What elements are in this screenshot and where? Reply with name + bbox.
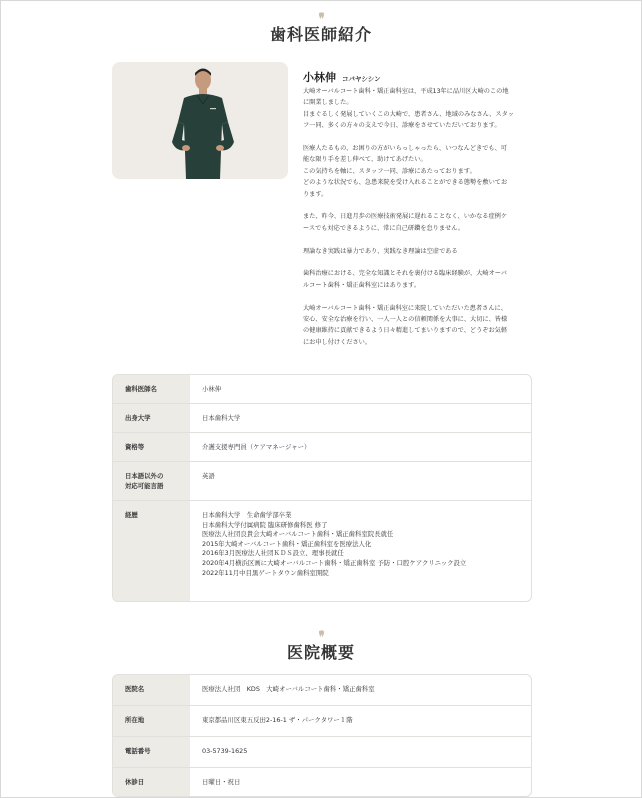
bio-line: 目まぐるしく発展していくこの大崎で、患者さん、地域のみなさん、スタッ bbox=[303, 110, 514, 118]
bio-line bbox=[303, 291, 531, 302]
row-label bbox=[113, 675, 190, 705]
tooth-icon bbox=[318, 12, 325, 19]
doctor-name: 小林伸 bbox=[303, 71, 336, 84]
row-value-text: 2016年3月医療法人社団ＫＤＳ設立、理事長就任 bbox=[202, 549, 344, 558]
bio-line: ルコート歯科・矯正歯科室にはあります。 bbox=[303, 281, 421, 289]
row-label bbox=[113, 462, 190, 500]
clinic-heading-title: 医院概要 bbox=[286, 643, 355, 662]
row-label-text: 電話番号 bbox=[125, 747, 151, 755]
row-value-text: 日本歯科大学付属病院 臨床研修歯科医 修了 bbox=[202, 520, 328, 529]
bio-line: に開業しました。 bbox=[303, 99, 353, 107]
row-value bbox=[190, 501, 531, 601]
row-value bbox=[190, 706, 531, 736]
row-value-text: 03-5739-1625 bbox=[202, 747, 248, 755]
row-value-text: 2020年4月横浜区画に大崎オーバルコート歯科・矯正歯科室 予防・口腔ケアクリニック設立 bbox=[202, 558, 467, 567]
row-label-text: 出身大学 bbox=[125, 414, 151, 422]
table-row bbox=[113, 403, 531, 432]
bio-line: この気持ちを軸に、スタッフ一同、診療にあたっております。 bbox=[303, 167, 476, 175]
row-label-text: 対応可能言語 bbox=[125, 481, 164, 490]
row-value-text: 2022年11月中目黒ゲートタウン歯科室開院 bbox=[202, 568, 329, 577]
bio-line: 歯科治療における、完全な知識とそれを裏付ける臨床経験が、大崎オーバ bbox=[303, 270, 507, 278]
bio-line: フ一同、多くの方々の支えで今日、診療をさせていただいております。 bbox=[303, 122, 501, 130]
bio-line: の健康維持に貢献できるよう日々精進してまいりますので、どうぞお気軽 bbox=[303, 327, 508, 335]
table-row bbox=[113, 461, 531, 500]
table-row bbox=[113, 767, 531, 796]
row-value-text: 2015年大崎オーバルコート歯科・矯正歯科室を医療法人化 bbox=[202, 539, 372, 548]
bio-line: 安心、安全な治療を行い、一人一人との信頼関係を大事に、大切に、皆様 bbox=[303, 316, 508, 324]
bio-line: 大崎オーバルコート歯科・矯正歯科室に来院していただいた患者さんに、 bbox=[303, 304, 507, 312]
doctor-kana: コバヤシシン bbox=[342, 75, 381, 83]
row-value-text: 医療法人社団良貴会大崎オーバルコート歯科・矯正歯科室院長就任 bbox=[202, 530, 394, 539]
row-value-text: 介護支援専門員（ケアマネージャー） bbox=[202, 443, 311, 451]
row-label-text: 日本語以外の bbox=[125, 472, 164, 480]
clinic-section-heading bbox=[0, 630, 642, 663]
doctor-info-table bbox=[112, 374, 532, 602]
table-row bbox=[113, 675, 531, 705]
row-label-text: 資格等 bbox=[125, 443, 145, 451]
bio-line: ります。 bbox=[303, 190, 328, 198]
table-row bbox=[113, 705, 531, 736]
row-value-text: 東京都品川区東五反田2-16-1 ザ・パークタワー１階 bbox=[202, 716, 353, 724]
doctor-bio bbox=[303, 86, 531, 348]
bio-line: 理論なき実践は暴力であり、実践なき理論は空虚である bbox=[303, 247, 458, 255]
bio-line: にお申し付けください。 bbox=[303, 338, 372, 346]
row-label-text: 所在地 bbox=[125, 716, 145, 724]
row-value bbox=[190, 462, 531, 500]
row-value-text: 日曜日・祝日 bbox=[202, 778, 241, 786]
doctor-photo-figure bbox=[112, 62, 288, 179]
table-row bbox=[113, 432, 531, 461]
row-value bbox=[190, 375, 531, 403]
bio-line bbox=[303, 200, 531, 211]
row-value-text: 医療法人社団 KDS 大崎オーバルコート歯科・矯正歯科室 bbox=[202, 685, 375, 693]
bio-line: 能な限り手を差し伸べて、助けてあげたい。 bbox=[303, 156, 427, 164]
row-label bbox=[113, 737, 190, 767]
row-value bbox=[190, 737, 531, 767]
table-row bbox=[113, 375, 531, 403]
bio-line bbox=[303, 132, 531, 143]
row-value bbox=[190, 768, 531, 796]
row-label bbox=[113, 433, 190, 461]
row-label bbox=[113, 501, 190, 601]
row-label bbox=[113, 768, 190, 796]
bio-line: また、昨今、日進月歩の医療技術発展に遅れることなく、いかなる症例ケ bbox=[303, 213, 508, 221]
row-value-text: 英語 bbox=[202, 472, 215, 480]
row-label bbox=[113, 404, 190, 432]
row-label bbox=[113, 706, 190, 736]
clinic-info-table bbox=[112, 674, 532, 797]
row-value-text: 小林伸 bbox=[202, 385, 222, 393]
row-value-text: 日本歯科大学 生命歯学部卒業 bbox=[202, 511, 292, 519]
doctor-photo bbox=[112, 62, 288, 179]
table-row bbox=[113, 736, 531, 767]
row-label-text: 経歴 bbox=[125, 511, 138, 519]
bio-line: ースでも対応できるように、常に自己研鑽を怠りません。 bbox=[303, 224, 464, 232]
doctor-name-row bbox=[303, 66, 381, 85]
bio-line bbox=[303, 234, 531, 245]
row-label-text: 医院名 bbox=[125, 685, 145, 693]
row-value-text: 日本歯科大学 bbox=[202, 414, 241, 422]
tooth-icon bbox=[318, 630, 325, 637]
row-value bbox=[190, 433, 531, 461]
table-row bbox=[113, 500, 531, 601]
row-label-text: 休診日 bbox=[125, 778, 145, 786]
row-label-text: 歯科医師名 bbox=[125, 385, 157, 393]
bio-line bbox=[303, 257, 531, 268]
row-value bbox=[190, 675, 531, 705]
bio-line: 大崎オーバルコート歯科・矯正歯科室は、平成13年に品川区大崎のこの地 bbox=[303, 88, 509, 95]
bio-line: どのような状況でも、急患来院を受け入れることができる態勢を敷いてお bbox=[303, 179, 508, 187]
row-value bbox=[190, 404, 531, 432]
row-label bbox=[113, 375, 190, 403]
doctor-heading-title: 歯科医師紹介 bbox=[269, 25, 372, 44]
doctor-section-heading bbox=[0, 12, 642, 45]
bio-line: 医療人たるもの、お困りの方がいらっしゃったら、いつなんどきでも、可 bbox=[303, 145, 507, 153]
